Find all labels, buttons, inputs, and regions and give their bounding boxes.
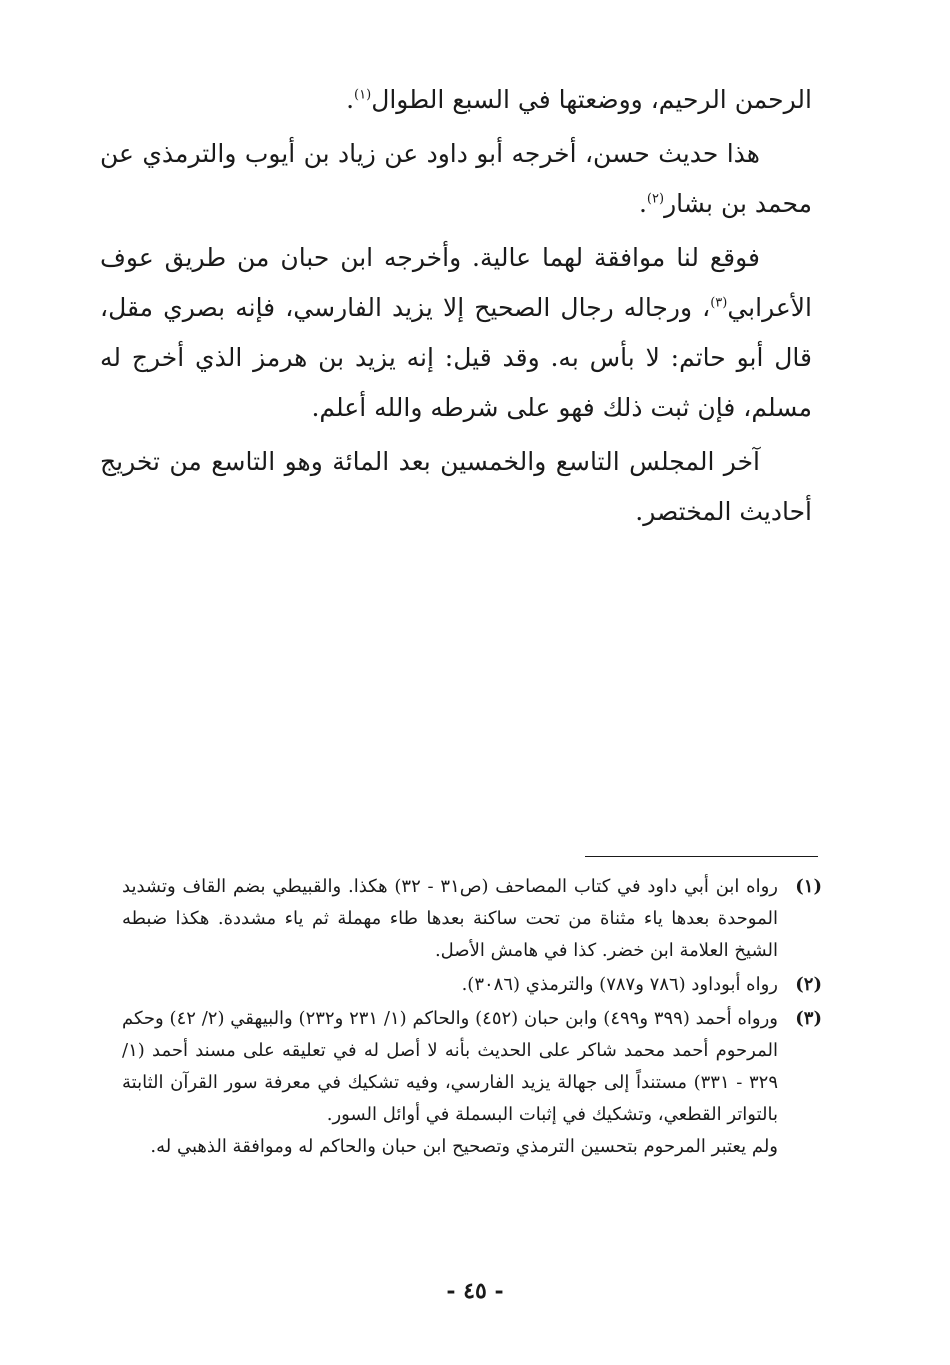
main-text <box>100 75 812 541</box>
footnote-text: رواه أبوداود (٧٨٦ و٧٨٧) والترمذي (٣٠٨٦). <box>461 974 778 995</box>
paragraph-text: فوقع لنا موافقة لهما عالية. وأخرجه ابن حبان من طريق عوف الأعرابي <box>100 243 812 322</box>
paragraph-text: . <box>638 189 647 218</box>
footnote-1 <box>122 871 822 967</box>
footnote-ref-1: (١) <box>354 87 372 103</box>
footnote-text: رواه ابن أبي داود في كتاب المصاحف (ص٣١ - ٣٢) هكذا. والقبيطي بضم القاف وتشديد الموحدة بعدها ياء مثناة من تحت ساكنة بعدها طاء مهملة ثم ياء مشددة. هكذا ضبطه الشيخ العلامة ابن خضر. كذا في هامش الأصل. <box>122 876 779 961</box>
footnote-text: ولم يعتبر المرحوم بتحسين الترمذي وتصحيح ابن حبان والحاكم له وموافقة الذهبي له. <box>150 1136 778 1157</box>
paragraph-text: الرحمن الرحيم، ووضعتها في السبع الطوال <box>371 85 812 114</box>
paragraph-2 <box>100 129 812 229</box>
page-number: - ٤٥ - <box>446 1278 504 1304</box>
footnote-number: (٣) <box>795 1008 822 1029</box>
footnote-3 <box>122 1003 822 1163</box>
footnote-body <box>122 969 778 1001</box>
paragraph-text: . <box>346 85 355 114</box>
footnote-ref-2: (٢) <box>646 191 665 207</box>
footnotes <box>122 871 822 1165</box>
footnote-number: (٢) <box>795 974 822 995</box>
paragraph-1 <box>100 75 812 125</box>
footnote-body <box>122 1003 778 1163</box>
footnote-number: (١) <box>795 876 822 897</box>
footnote-divider <box>585 856 818 857</box>
paragraph-3 <box>100 233 812 433</box>
paragraph-text: ، ورجاله رجال الصحيح إلا يزيد الفارسي، فإنه بصري مقل، قال أبو حاتم: لا بأس به. وقد قيل: إنه يزيد بن هرمز الذي أخرج له مسلم، فإن ثبت ذلك فهو على شرطه والله أعلم. <box>100 293 812 422</box>
paragraph-text: آخر المجلس التاسع والخمسين بعد المائة وهو التاسع من تخريج أحاديث المختصر. <box>100 447 812 526</box>
footnote-ref-3: (٣) <box>710 295 728 311</box>
footnote-2 <box>122 969 822 1001</box>
footnote-text: ورواه أحمد (٣٩٩ و٤٩٩) وابن حبان (٤٥٢) والحاكم (١/ ٢٣١ و٢٣٢) والبيهقي (٢/ ٤٢) وحكم المرحوم أحمد محمد شاكر على الحديث بأنه لا أصل له في تعليقه على مسند أحمد (١/ ٣٢٩ - ٣٣١) مستنداً إلى جهالة يزيد الفارسي، وفيه تشكيك في معرفة سور القرآن الثابتة بالتواتر القطعي، وتشكيك في إثبات البسملة في أوائل السور. <box>122 1008 779 1125</box>
paragraph-text: هذا حديث حسن، أخرجه أبو داود عن زياد بن أيوب والترمذي عن محمد بن بشار <box>100 139 812 218</box>
footnote-body <box>122 871 778 967</box>
paragraph-4 <box>100 437 812 537</box>
